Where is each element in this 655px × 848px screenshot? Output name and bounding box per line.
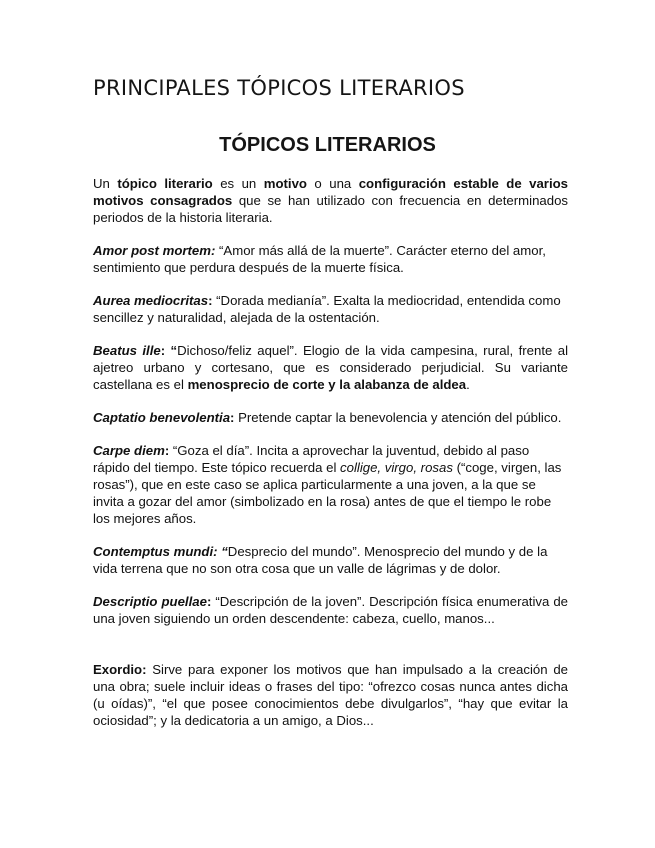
- entry-bold-phrase: menosprecio de corte y la alabanza de aldea: [187, 377, 467, 392]
- entry-text-end: .: [466, 377, 470, 392]
- entry-carpe-diem: [93, 442, 568, 527]
- main-title: TÓPICOS LITERARIOS: [219, 134, 436, 156]
- entry-text: Dichoso/feliz aquel”. Elogio de la vida campesina, rural, frente al ajetreo urbano y cortesano, que es considerado perjudicial. Su variante castellana es el: [93, 343, 568, 392]
- entry-term: Descriptio puellae: [93, 594, 207, 609]
- intro-bold-term: motivo: [263, 176, 307, 191]
- intro-text: o una: [306, 176, 359, 191]
- entry-aurea-mediocritas: [93, 292, 568, 326]
- entry-text: “Dorada medianía”. Exalta la mediocridad, entendida como sencillez y naturalidad, alejada de la ostentación.: [93, 293, 561, 325]
- intro-text: es un: [212, 176, 264, 191]
- entry-exordio: [93, 661, 568, 729]
- entry-beatus-ille: [93, 342, 568, 393]
- entry-term-colon: :: [206, 594, 212, 609]
- entry-amor-post-mortem: [93, 242, 568, 276]
- intro-bold-term: configuración estable de varios motivos consagrados: [93, 176, 568, 208]
- entry-term: Beatus ille: [93, 343, 161, 358]
- intro-text: que se han utilizado con frecuencia en determinados periodos de la historia literaria.: [93, 193, 569, 225]
- intro-text: Un: [93, 176, 118, 191]
- entry-captatio-benevolentia: [93, 409, 568, 426]
- entry-term-colon: : “: [160, 343, 178, 358]
- entry-term: Contemptus mundi: “: [93, 544, 228, 559]
- entry-text: “Goza el día”. Incita a aprovechar la juventud, debido al paso rápido del tiempo. Este tópico recuerda el: [93, 443, 530, 475]
- entry-term-colon: :: [208, 293, 213, 308]
- entry-text: Desprecio del mundo”. Menosprecio del mundo y de la vida terrena que no son otra cosa que un valle de lágrimas y de dolor.: [93, 544, 548, 576]
- entry-term: Exordio:: [93, 662, 147, 677]
- entry-text: “Amor más allá de la muerte”. Carácter eterno del amor, sentimiento que perdura después de la muerte física.: [93, 243, 546, 275]
- entry-italic-phrase: collige, virgo, rosas: [340, 460, 453, 475]
- entry-text: Sirve para exponer los motivos que han impulsado a la creación de una obra; suele incluir ideas o frases del tipo: “ofrezco cosas nunca antes dicha (u oídas)”, “el que posee conocimientos debe divulgarlos”, “hay que evitar la ociosidad”; y la dedicatoria a un amigo, a Dios...: [93, 662, 568, 728]
- entry-term: Amor post mortem:: [93, 243, 216, 258]
- entry-text: “Descripción de la joven”. Descripción física enumerativa de una joven siguiendo un orden descendente: cabeza, cuello, manos...: [93, 594, 568, 626]
- entry-contemptus-mundi: [93, 543, 568, 577]
- entry-text: (“coge, virgen, las rosas”), que en este caso se aplica particularmente a una joven, a la que se invita a gozar del amor (simbolizado en la rosa) antes de que el tiempo le robe los mejores años.: [93, 460, 562, 526]
- intro-bold-term: tópico literario: [117, 176, 213, 191]
- entry-descriptio-puellae: [93, 593, 568, 627]
- entry-term: Carpe diem: [93, 443, 165, 458]
- document-header-title: PRINCIPALES TÓPICOS LITERARIOS: [93, 76, 465, 100]
- entry-term-colon: :: [164, 443, 170, 458]
- intro-paragraph: [93, 175, 568, 226]
- entry-term-colon: :: [230, 410, 235, 425]
- entry-term: Aurea mediocritas: [93, 293, 209, 308]
- entry-text: Pretende captar la benevolencia y atención del público.: [234, 410, 562, 425]
- document-body: [93, 175, 568, 745]
- entry-term: Captatio benevolentia: [93, 410, 231, 425]
